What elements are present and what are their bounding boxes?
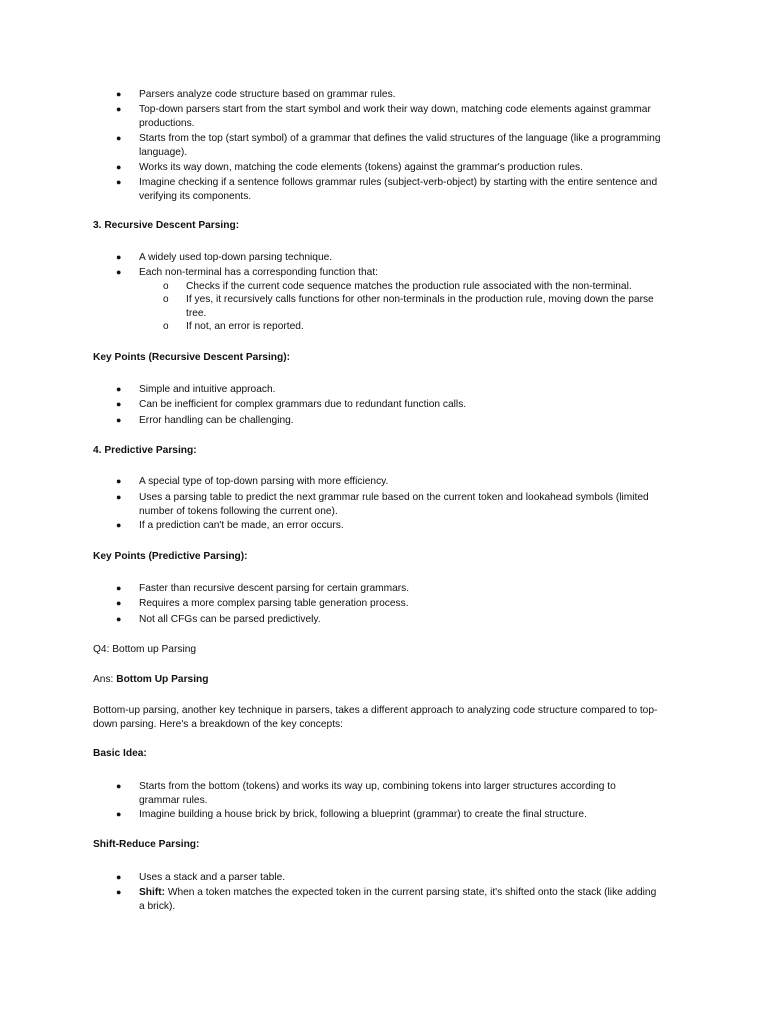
kp-recursive-bullet-1: Simple and intuitive approach. — [139, 384, 276, 395]
bullet-marker: ● — [116, 520, 122, 530]
bullet-marker: ● — [116, 89, 122, 99]
bullet-marker: ● — [116, 133, 122, 143]
sub-bullet-marker: o — [163, 294, 169, 305]
bullet-marker: ● — [116, 252, 122, 262]
answer-prefix: Ans: — [93, 674, 117, 685]
intro-bullet-2: Top-down parsers start from the start symbol and work their way down, matching code elements against grammar productions. — [139, 104, 651, 129]
recursive-sub-2: If yes, it recursively calls functions for other non-terminals in the production rule, moving down the parse tree. — [186, 294, 654, 319]
intro-bullet-1: Parsers analyze code structure based on grammar rules. — [139, 89, 396, 100]
question-q4: Q4: Bottom up Parsing — [93, 644, 197, 655]
recursive-sub-3: If not, an error is reported. — [186, 321, 304, 332]
kp-predictive-bullet-1: Faster than recursive descent parsing for certain grammars. — [139, 583, 410, 594]
bullet-marker: ● — [116, 809, 122, 819]
bullet-marker: ● — [116, 872, 122, 882]
bullet-marker: ● — [116, 887, 122, 897]
predictive-bullet-3: If a prediction can't be made, an error occurs. — [139, 520, 344, 531]
bullet-marker: ● — [116, 177, 122, 187]
predictive-bullet-1: A special type of top-down parsing with more efficiency. — [139, 476, 389, 487]
intro-bullet-4: Works its way down, matching the code elements (tokens) against the grammar's production rules. — [139, 162, 583, 173]
section-heading-kp-recursive: Key Points (Recursive Descent Parsing): — [93, 352, 291, 363]
bullet-marker: ● — [116, 583, 122, 593]
bullet-marker: ● — [116, 162, 122, 172]
kp-recursive-bullet-3: Error handling can be challenging. — [139, 415, 294, 426]
basic-bullet-1: Starts from the bottom (tokens) and works its way up, combining tokens into larger structures according to grammar rules. — [139, 781, 616, 806]
bullet-marker: ● — [116, 614, 122, 624]
intro-bullet-5: Imagine checking if a sentence follows grammar rules (subject-verb-object) by starting with the entire sentence and verifying its components. — [139, 177, 658, 202]
bottom-up-paragraph: Bottom-up parsing, another key technique in parsers, takes a different approach to analyzing code structure compared to top-down parsing. Here's a breakdown of the key concepts: — [93, 705, 658, 730]
bullet-marker: ● — [116, 476, 122, 486]
bullet-marker: ● — [116, 384, 122, 394]
intro-bullet-3: Starts from the top (start symbol) of a grammar that defines the valid structures of the language (like a programming language). — [139, 133, 661, 158]
shift-reduce-bullet-1: Uses a stack and a parser table. — [139, 872, 286, 883]
shift-text: When a token matches the expected token in the current parsing state, it's shifted onto the stack (like adding a brick). — [139, 887, 657, 912]
kp-predictive-bullet-3: Not all CFGs can be parsed predictively. — [139, 614, 321, 625]
bullet-marker: ● — [116, 104, 122, 114]
recursive-bullet-1: A widely used top-down parsing technique. — [139, 252, 333, 263]
answer-title: Bottom Up Parsing — [116, 674, 209, 685]
answer-line — [93, 673, 208, 687]
basic-bullet-2: Imagine building a house brick by brick, following a blueprint (grammar) to create the final structure. — [139, 809, 587, 820]
section-heading-recursive: 3. Recursive Descent Parsing: — [93, 220, 240, 231]
bullet-marker: ● — [116, 267, 122, 277]
predictive-bullet-2: Uses a parsing table to predict the next grammar rule based on the current token and lookahead symbols (limited number of tokens following the current one). — [139, 492, 649, 517]
bullet-marker: ● — [116, 415, 122, 425]
bullet-marker: ● — [116, 399, 122, 409]
sub-bullet-marker: o — [163, 281, 169, 292]
section-heading-kp-predictive: Key Points (Predictive Parsing): — [93, 551, 248, 562]
recursive-sub-1: Checks if the current code sequence matches the production rule associated with the non-terminal. — [186, 281, 632, 292]
shift-label: Shift: — [139, 887, 166, 898]
section-heading-basic-idea: Basic Idea: — [93, 748, 147, 759]
kp-predictive-bullet-2: Requires a more complex parsing table generation process. — [139, 598, 409, 609]
shift-reduce-bullet-2 — [139, 886, 664, 913]
sub-bullet-marker: o — [163, 321, 169, 332]
bullet-marker: ● — [116, 598, 122, 608]
bullet-marker: ● — [116, 781, 122, 791]
section-heading-predictive: 4. Predictive Parsing: — [93, 445, 197, 456]
section-heading-shift-reduce: Shift-Reduce Parsing: — [93, 839, 200, 850]
bullet-marker: ● — [116, 492, 122, 502]
recursive-bullet-2: Each non-terminal has a corresponding function that: — [139, 267, 378, 278]
kp-recursive-bullet-2: Can be inefficient for complex grammars due to redundant function calls. — [139, 399, 467, 410]
